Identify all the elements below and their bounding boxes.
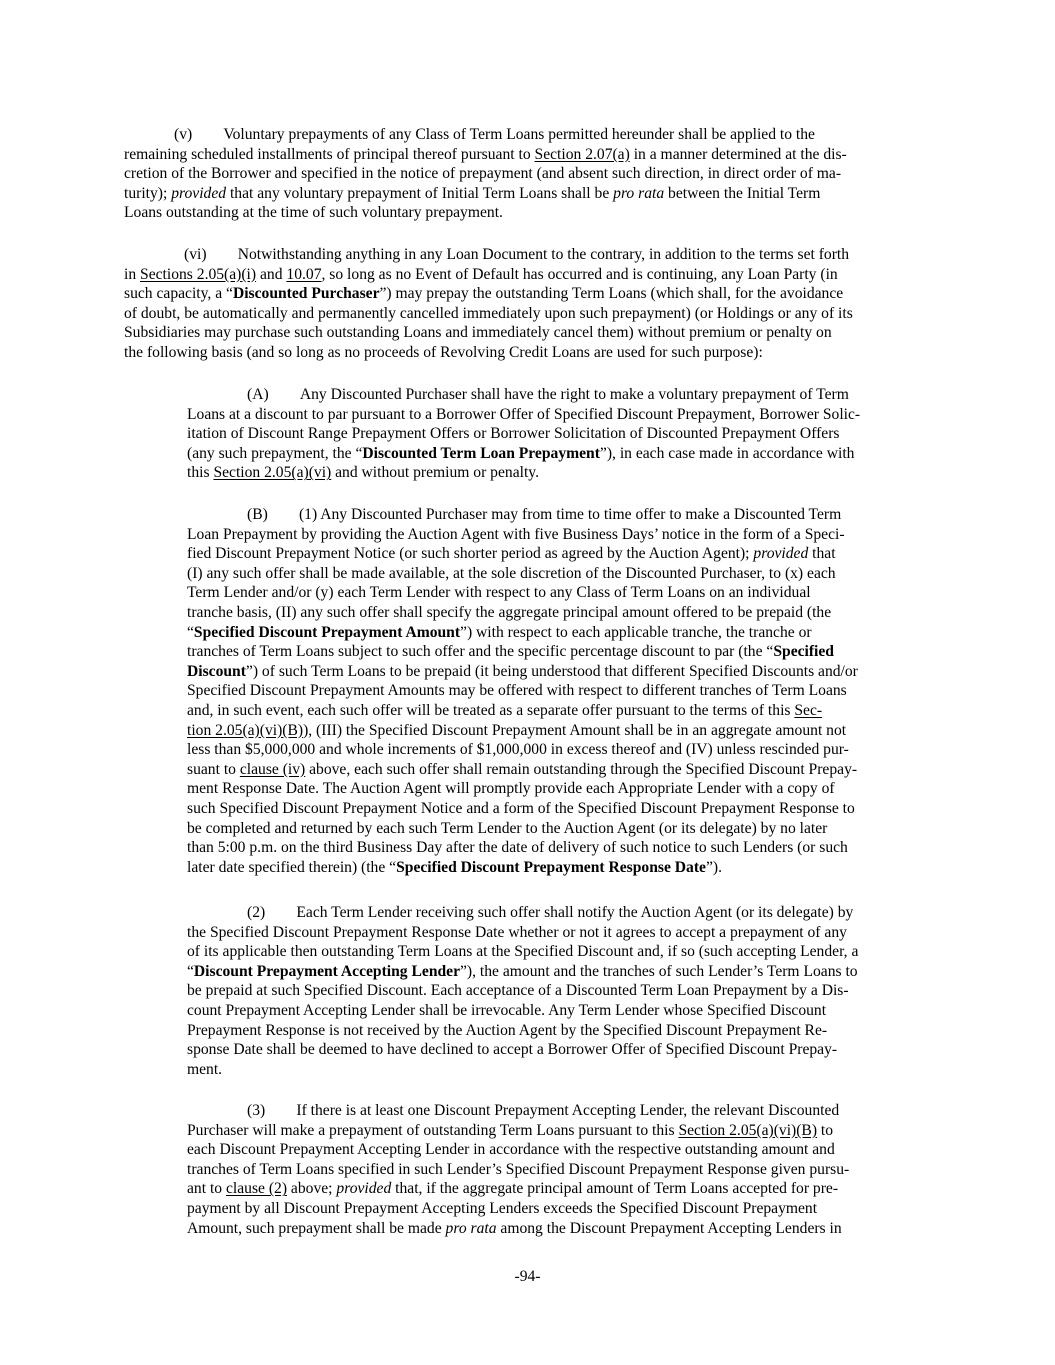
section-reference-link: Sec- — [794, 701, 823, 719]
text-line: count Prepayment Accepting Lender shall be irrevocable. Any Term Lender whose Specified Discount — [187, 1001, 827, 1019]
text-line: than 5:00 p.m. on the third Business Day after the date of delivery of such notice to such Lenders (or such — [187, 839, 848, 857]
text-line: Subsidiaries may purchase such outstanding Loans and immediately cancel them) without premium or penalty on — [124, 324, 832, 342]
text-line: sponse Date shall be deemed to have declined to accept a Borrower Offer of Specified Discount Prepay- — [187, 1041, 838, 1059]
text-line: (A) Any Discounted Purchaser shall have the right to make a voluntary prepayment of Term — [247, 386, 849, 403]
section-reference-link: Sections 2.05(a)(i) — [140, 265, 257, 283]
text-line: such capacity, a “Discounted Purchaser”) may prepay the outstanding Term Loans (which shall, for the avoidance — [124, 285, 844, 303]
text-line: each Discount Prepayment Accepting Lender in accordance with the respective outstanding amount and — [187, 1141, 835, 1159]
paragraph-2 — [187, 903, 932, 1079]
text-line — [124, 125, 932, 145]
text-line: (vi) Notwithstanding anything in any Loan Document to the contrary, in addition to the terms set forth — [184, 246, 850, 263]
text-line: (I) any such offer shall be made available, at the sole discretion of the Discounted Purchaser, to (x) each — [187, 564, 836, 582]
text-line: payment by all Discount Prepayment Accepting Lenders exceeds the Specified Discount Prepayment — [187, 1199, 818, 1217]
text-line: in Sections 2.05(a)(i) and 10.07, so long as no Event of Default has occurred and is continuing, any Loan Party (in — [124, 265, 838, 283]
text-line: (B) (1) Any Discounted Purchaser may from time to time offer to make a Discounted Term — [247, 506, 842, 523]
clause-reference-link: clause (iv) — [239, 760, 306, 778]
text-line: Loan Prepayment by providing the Auction Agent with five Business Days’ notice in the form of a Speci- — [187, 525, 845, 543]
section-reference-link: Section 2.05(a)(vi) — [213, 464, 332, 482]
text-line: remaining scheduled installments of principal thereof pursuant to Section 2.07(a) in a manner determined at the dis- — [124, 145, 847, 163]
text-line: such Specified Discount Prepayment Notice and a form of the Specified Discount Prepayment Response to — [187, 799, 855, 817]
paragraph-3 — [187, 1101, 932, 1238]
text-line: tion 2.05(a)(vi)(B)), (III) the Specified Discount Prepayment Amount shall be in an aggregate amount not — [187, 721, 847, 739]
text-line: the Specified Discount Prepayment Response Date whether or not it agrees to accept a prepayment of any — [187, 923, 847, 941]
section-reference-link: tion 2.05(a)(vi)(B) — [187, 721, 304, 739]
text-line: and, in such event, each such offer will be treated as a separate offer pursuant to the terms of this Sec- — [187, 701, 823, 719]
paragraph-A — [187, 385, 932, 483]
text-line: be prepaid at such Specified Discount. Each acceptance of a Discounted Term Loan Prepayment by a Dis- — [187, 982, 849, 1000]
paragraph-B1 — [187, 505, 932, 877]
text-line: later date specified therein) (the “Specified Discount Prepayment Response Date”). — [187, 858, 722, 876]
text-line: Loans at a discount to par pursuant to a Borrower Offer of Specified Discount Prepayment, Borrower Solic- — [187, 405, 861, 423]
text-line: Purchaser will make a prepayment of outstanding Term Loans pursuant to this Section 2.05(a)(vi)(B) to — [187, 1121, 834, 1139]
clause-reference-link: clause (2) — [225, 1180, 288, 1198]
text-line: less than $5,000,000 and whole increments of $1,000,000 in excess thereof and (IV) unless rescinded pur- — [187, 741, 849, 759]
text-line: the following basis (and so long as no proceeds of Revolving Credit Loans are used for such purpose): — [124, 343, 763, 361]
text-line: Amount, such prepayment shall be made pro rata among the Discount Prepayment Accepting Lenders in — [187, 1219, 842, 1237]
text-line: tranches of Term Loans specified in such Lender’s Specified Discount Prepayment Response given pursu- — [187, 1160, 850, 1178]
text-line: tranche basis, (II) any such offer shall specify the aggregate principal amount offered to be prepaid (the — [187, 603, 832, 621]
text-line: of its applicable then outstanding Term Loans at the Specified Discount and, if so (such accepting Lender, a — [187, 943, 859, 961]
line-text: (v) Voluntary prepayments of any Class of Term Loans permitted hereunder shall be applied to the — [174, 126, 815, 143]
text-line: itation of Discount Range Prepayment Offers or Borrower Solicitation of Discounted Prepayment Offers — [187, 425, 840, 443]
text-line: (any such prepayment, the “Discounted Term Loan Prepayment”), in each case made in accordance with — [187, 444, 855, 462]
text-line: ment. — [187, 1060, 223, 1078]
text-line: Discount”) of such Term Loans to be prepaid (it being understood that different Specified Discounts and/or — [187, 662, 858, 680]
text-line: this Section 2.05(a)(vi) and without premium or penalty. — [187, 464, 539, 482]
section-reference-link: Section 2.07(a) — [534, 145, 630, 163]
page-number: -94- — [514, 1268, 541, 1285]
text-line: ment Response Date. The Auction Agent will promptly provide each Appropriate Lender with a copy of — [187, 780, 835, 798]
paragraph-vi — [124, 245, 932, 363]
text-line: of doubt, be automatically and permanently cancelled immediately upon such prepayment) (or Holdings or any of its — [124, 304, 853, 322]
text-line: tranches of Term Loans subject to such offer and the specific percentage discount to par (the “Specified — [187, 643, 834, 661]
text-line: (3) If there is at least one Discount Prepayment Accepting Lender, the relevant Discounted — [247, 1102, 840, 1119]
text-line: suant to clause (iv) above, each such offer shall remain outstanding through the Specified Discount Prepay- — [187, 760, 858, 778]
text-line: Loans outstanding at the time of such voluntary prepayment. — [124, 204, 503, 222]
text-line: ant to clause (2) above; provided that, if the aggregate principal amount of Term Loans accepted for pre- — [187, 1180, 839, 1198]
text-line: Specified Discount Prepayment Amounts may be offered with respect to different tranches of Term Loans — [187, 682, 847, 700]
text-line: cretion of the Borrower and specified in the notice of prepayment (and absent such direction, in direct order of ma- — [124, 165, 842, 183]
text-line: Term Lender and/or (y) each Term Lender with respect to any Class of Term Loans on an individual — [187, 584, 811, 602]
text-line: “Specified Discount Prepayment Amount”) with respect to each applicable tranche, the tranche or — [187, 623, 812, 641]
section-reference-link: Section 2.05(a)(vi)(B) — [678, 1121, 818, 1139]
text-line: (2) Each Term Lender receiving such offer shall notify the Auction Agent (or its delegate) by — [247, 904, 854, 921]
paragraph-v — [124, 125, 932, 223]
section-reference-link: 10.07 — [286, 265, 322, 283]
text-line: turity); provided that any voluntary prepayment of Initial Term Loans shall be pro rata between the Initial Term — [124, 184, 821, 202]
text-line: fied Discount Prepayment Notice (or such shorter period as agreed by the Auction Agent); provided that — [187, 545, 836, 563]
text-line: Prepayment Response is not received by the Auction Agent by the Specified Discount Prepayment Re- — [187, 1021, 828, 1039]
text-line: “Discount Prepayment Accepting Lender”), the amount and the tranches of such Lender’s Term Loans to — [187, 962, 858, 980]
text-line: be completed and returned by each such Term Lender to the Auction Agent (or its delegate) by no later — [187, 819, 828, 837]
